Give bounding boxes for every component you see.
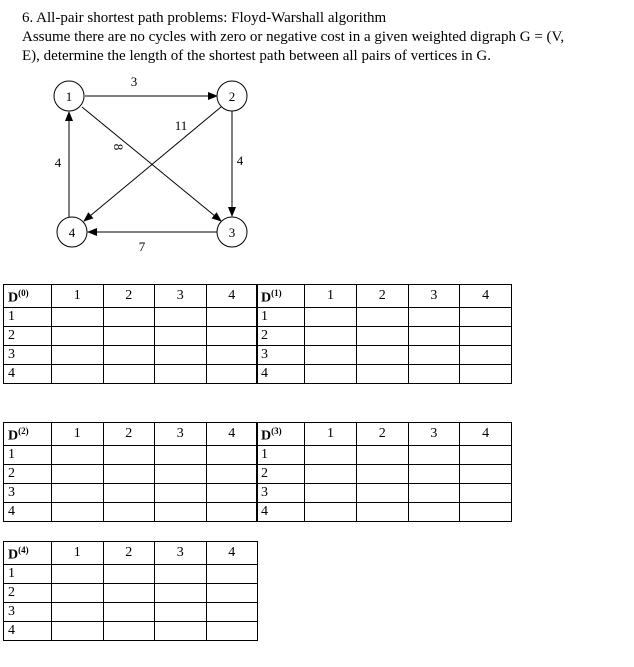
node-3 (217, 217, 247, 247)
matrix-d1-label: $D^{(1)}$ (257, 285, 305, 308)
problem-line-2: Assume there are no cycles with zero or negative cost in a given weighted digraph G = (V, (22, 29, 565, 45)
col-header: 3 (408, 285, 460, 308)
matrix-cell[interactable] (460, 483, 512, 502)
weighted-digraph (0, 0, 634, 270)
matrix-cell[interactable] (408, 445, 460, 464)
matrix-cell[interactable] (305, 445, 357, 464)
row-label: 4 (4, 502, 52, 521)
node-2 (217, 81, 247, 111)
col-header: 4 (460, 285, 512, 308)
col-header: 1 (52, 285, 104, 308)
matrix-cell[interactable] (52, 483, 104, 502)
row-label: 3 (4, 345, 52, 364)
row-label: 2 (4, 464, 52, 483)
col-header: 1 (52, 542, 104, 565)
matrix-cell[interactable] (52, 464, 104, 483)
matrix-row (4, 464, 258, 483)
matrix-cell[interactable] (356, 345, 408, 364)
matrix-cell[interactable] (408, 345, 460, 364)
row-label: 3 (257, 483, 305, 502)
matrix-cell[interactable] (305, 326, 357, 345)
matrix-cell[interactable] (408, 364, 460, 383)
matrix-cell[interactable] (305, 483, 357, 502)
matrix-cell[interactable] (460, 445, 512, 464)
matrix-cell[interactable] (460, 326, 512, 345)
matrix-cell[interactable] (408, 464, 460, 483)
matrix-row (4, 564, 258, 583)
matrix-cell[interactable] (460, 364, 512, 383)
matrix-cell[interactable] (103, 564, 155, 583)
matrix-cell[interactable] (356, 464, 408, 483)
matrix-cell[interactable] (103, 621, 155, 640)
col-header: 4 (206, 285, 258, 308)
matrix-cell[interactable] (206, 464, 258, 483)
matrix-cell[interactable] (155, 326, 207, 345)
matrix-cell[interactable] (155, 502, 207, 521)
weight-1-3: 11 (174, 118, 188, 133)
matrix-d2-label: $D^{(2)}$ (4, 423, 52, 446)
matrix-row (4, 621, 258, 640)
matrix-cell[interactable] (155, 564, 207, 583)
row-label: 1 (257, 445, 305, 464)
matrix-row (257, 483, 512, 502)
matrix-d0 (3, 284, 258, 384)
matrix-cell[interactable] (356, 483, 408, 502)
node-3-label: 3 (228, 225, 236, 240)
matrix-cell[interactable] (206, 364, 258, 383)
row-label: 2 (257, 326, 305, 345)
matrix-cell[interactable] (155, 464, 207, 483)
row-label: 1 (4, 445, 52, 464)
matrix-cell[interactable] (103, 483, 155, 502)
row-label: 2 (4, 583, 52, 602)
matrix-header-row (257, 423, 512, 446)
matrix-cell[interactable] (206, 583, 258, 602)
matrix-cell[interactable] (206, 445, 258, 464)
matrix-cell[interactable] (155, 602, 207, 621)
matrix-cell[interactable] (52, 364, 104, 383)
matrix-cell[interactable] (305, 307, 357, 326)
row-label: 1 (257, 307, 305, 326)
row-label: 3 (257, 345, 305, 364)
row-label: 1 (4, 307, 52, 326)
matrix-row (4, 502, 258, 521)
matrix-cell[interactable] (52, 564, 104, 583)
matrix-cell[interactable] (305, 502, 357, 521)
row-label: 4 (4, 364, 52, 383)
matrix-cell[interactable] (52, 602, 104, 621)
node-4-label: 4 (68, 225, 76, 240)
node-1-label: 1 (65, 89, 73, 104)
row-label: 1 (4, 564, 52, 583)
col-header: 1 (305, 423, 357, 446)
matrix-cell[interactable] (103, 364, 155, 383)
row-label: 3 (4, 483, 52, 502)
matrix-cell[interactable] (356, 307, 408, 326)
weight-2-4: 8 (111, 143, 126, 151)
matrix-cell[interactable] (52, 445, 104, 464)
col-header: 4 (206, 423, 258, 446)
matrix-cell[interactable] (155, 583, 207, 602)
matrix-cell[interactable] (206, 307, 258, 326)
matrix-d1 (256, 284, 512, 384)
problem-line-3: E), determine the length of the shortest path between all pairs of vertices in G. (22, 48, 492, 64)
matrix-cell[interactable] (155, 345, 207, 364)
matrix-cell[interactable] (155, 621, 207, 640)
col-header: 4 (206, 542, 258, 565)
matrix-cell[interactable] (356, 326, 408, 345)
row-label: 4 (257, 502, 305, 521)
matrix-cell[interactable] (206, 602, 258, 621)
col-header: 3 (155, 285, 207, 308)
row-label: 4 (4, 621, 52, 640)
col-header: 2 (356, 423, 408, 446)
matrix-cell[interactable] (52, 326, 104, 345)
matrix-d3 (256, 422, 512, 522)
matrix-cell[interactable] (408, 483, 460, 502)
col-header: 1 (305, 285, 357, 308)
col-header: 1 (52, 423, 104, 446)
matrix-row (4, 326, 258, 345)
matrix-cell[interactable] (305, 364, 357, 383)
matrix-row (257, 502, 512, 521)
matrix-cell[interactable] (155, 445, 207, 464)
matrix-cell[interactable] (356, 502, 408, 521)
matrix-cell[interactable] (103, 502, 155, 521)
matrix-d4 (3, 541, 258, 641)
matrix-cell[interactable] (206, 564, 258, 583)
matrix-row (257, 345, 512, 364)
matrix-cell[interactable] (356, 364, 408, 383)
matrix-cell[interactable] (52, 502, 104, 521)
node-4 (57, 217, 87, 247)
matrix-cell[interactable] (52, 345, 104, 364)
matrix-cell[interactable] (408, 502, 460, 521)
matrix-d0-label: $D^{(0)}$ (4, 285, 52, 308)
matrix-header-row (4, 285, 258, 308)
matrix-cell[interactable] (305, 464, 357, 483)
matrix-cell[interactable] (206, 345, 258, 364)
matrix-cell[interactable] (460, 307, 512, 326)
col-header: 3 (408, 423, 460, 446)
node-1 (54, 81, 84, 111)
weight-1-2: 3 (130, 74, 138, 89)
matrix-row (257, 364, 512, 383)
matrix-row (257, 464, 512, 483)
matrix-cell[interactable] (103, 464, 155, 483)
matrix-cell[interactable] (206, 326, 258, 345)
matrix-row (4, 445, 258, 464)
matrix-row (257, 445, 512, 464)
weight-2-3: 4 (236, 153, 244, 168)
weight-3-4: 7 (138, 239, 146, 254)
matrix-cell[interactable] (52, 583, 104, 602)
matrix-cell[interactable] (408, 326, 460, 345)
weight-4-1: 4 (54, 155, 62, 170)
matrix-row (4, 345, 258, 364)
matrix-d3-label: $D^{(3)}$ (257, 423, 305, 446)
matrix-cell[interactable] (206, 621, 258, 640)
matrix-cell[interactable] (460, 345, 512, 364)
col-header: 2 (103, 542, 155, 565)
matrix-cell[interactable] (155, 364, 207, 383)
node-2-label: 2 (228, 89, 236, 104)
problem-heading: 6. All-pair shortest path problems: Floyd-Warshall algorithm (22, 10, 387, 26)
matrix-cell[interactable] (460, 502, 512, 521)
matrix-header-row (4, 542, 258, 565)
row-label: 2 (4, 326, 52, 345)
matrix-row (4, 307, 258, 326)
matrix-cell[interactable] (305, 345, 357, 364)
row-label: 3 (4, 602, 52, 621)
matrix-row (4, 483, 258, 502)
matrix-cell[interactable] (52, 621, 104, 640)
matrix-cell[interactable] (206, 483, 258, 502)
matrix-d4-label: $D^{(4)}$ (4, 542, 52, 565)
matrix-row (4, 602, 258, 621)
matrix-cell[interactable] (103, 307, 155, 326)
matrix-cell[interactable] (155, 307, 207, 326)
matrix-cell[interactable] (460, 464, 512, 483)
matrix-cell[interactable] (103, 445, 155, 464)
col-header: 4 (460, 423, 512, 446)
col-header: 3 (155, 542, 207, 565)
matrix-cell[interactable] (103, 345, 155, 364)
matrix-cell[interactable] (356, 445, 408, 464)
matrix-cell[interactable] (52, 307, 104, 326)
col-header: 2 (103, 285, 155, 308)
matrix-cell[interactable] (103, 583, 155, 602)
matrix-row (4, 583, 258, 602)
matrix-row (257, 326, 512, 345)
matrix-cell[interactable] (155, 483, 207, 502)
matrix-header-row (257, 285, 512, 308)
matrix-header-row (4, 423, 258, 446)
matrix-row (4, 364, 258, 383)
col-header: 2 (103, 423, 155, 446)
matrix-row (257, 307, 512, 326)
col-header: 3 (155, 423, 207, 446)
matrix-cell[interactable] (103, 602, 155, 621)
row-label: 4 (257, 364, 305, 383)
col-header: 2 (356, 285, 408, 308)
row-label: 2 (257, 464, 305, 483)
matrix-cell[interactable] (206, 502, 258, 521)
matrix-cell[interactable] (103, 326, 155, 345)
matrix-cell[interactable] (408, 307, 460, 326)
matrix-d2 (3, 422, 258, 522)
